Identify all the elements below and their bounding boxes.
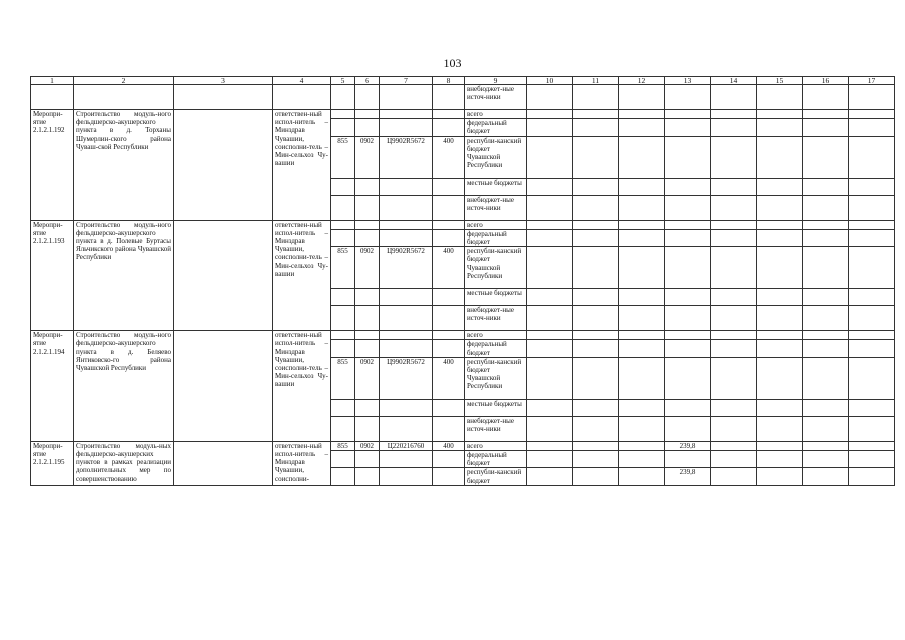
code-gr — [331, 451, 355, 468]
funding-source: всего — [465, 441, 527, 450]
amount-cell — [803, 340, 849, 357]
amount-cell — [803, 306, 849, 331]
amount-cell — [803, 229, 849, 246]
code-gr — [331, 119, 355, 136]
column-number: 2 — [74, 77, 174, 85]
amount-cell — [803, 399, 849, 416]
amount-cell — [573, 247, 619, 289]
amount-cell — [757, 229, 803, 246]
activity-title: Строительство модуль-ных фельдшерско-акушерских пунктов в рамках реализации дополнительных мер по совершенствованию — [74, 441, 174, 485]
amount-cell — [573, 178, 619, 195]
code-gr: 855 — [331, 441, 355, 450]
amount-cell — [573, 441, 619, 450]
amount-cell — [849, 110, 895, 119]
amount-cell — [803, 220, 849, 229]
amount-cell — [711, 331, 757, 340]
amount-cell — [573, 229, 619, 246]
code-csr — [380, 110, 433, 119]
amount-cell — [573, 340, 619, 357]
amount-cell — [849, 451, 895, 468]
column-number: 6 — [355, 77, 380, 85]
amount-cell — [665, 451, 711, 468]
amount-cell — [573, 119, 619, 136]
code-vr: 400 — [433, 136, 465, 178]
amount-cell — [527, 468, 573, 485]
activity-executor: ответствен-ный испол-нитель – Минздрав Чувашии, соисполни-тель – Мин-сельхоз Чу-вашии — [273, 220, 331, 331]
code-gr — [331, 468, 355, 485]
code-csr — [380, 195, 433, 220]
code-vr — [433, 178, 465, 195]
amount-cell — [711, 229, 757, 246]
code-csr: Ц9902R5672 — [380, 247, 433, 289]
code-csr — [380, 220, 433, 229]
code-csr — [380, 178, 433, 195]
funding-source: республи-канский бюджет Чувашской Республики — [465, 357, 527, 399]
amount-cell — [619, 451, 665, 468]
amount-cell — [711, 110, 757, 119]
code-rz — [355, 468, 380, 485]
amount-cell — [757, 451, 803, 468]
amount-cell — [619, 136, 665, 178]
amount-cell — [527, 357, 573, 399]
amount-cell — [803, 357, 849, 399]
funding-source: местные бюджеты — [465, 178, 527, 195]
funding-source: внебюджет-ные источ-ники — [465, 306, 527, 331]
amount-cell — [573, 451, 619, 468]
amount-cell — [619, 399, 665, 416]
amount-cell — [619, 340, 665, 357]
column-number: 16 — [803, 77, 849, 85]
column-number: 13 — [665, 77, 711, 85]
amount-cell — [757, 399, 803, 416]
column-number: 1 — [31, 77, 74, 85]
amount-cell — [803, 178, 849, 195]
amount-cell — [849, 178, 895, 195]
code-rz — [355, 399, 380, 416]
code-rz: 0902 — [355, 247, 380, 289]
code-vr: 400 — [433, 441, 465, 450]
amount-cell — [803, 441, 849, 450]
column-number: 14 — [711, 77, 757, 85]
amount-cell — [527, 195, 573, 220]
code-rz — [355, 416, 380, 441]
code-vr — [433, 289, 465, 306]
amount-cell — [803, 195, 849, 220]
code-vr: 400 — [433, 247, 465, 289]
code-csr: Ц9902R5672 — [380, 136, 433, 178]
amount-cell — [711, 468, 757, 485]
amount-cell — [527, 306, 573, 331]
amount-cell: 239,8 — [665, 441, 711, 450]
amount-cell — [665, 119, 711, 136]
amount-cell — [619, 357, 665, 399]
code-csr — [380, 289, 433, 306]
amount-cell — [849, 340, 895, 357]
amount-cell — [757, 110, 803, 119]
amount-cell — [573, 195, 619, 220]
empty-cell — [174, 110, 273, 221]
amount-cell — [803, 110, 849, 119]
amount-cell — [665, 195, 711, 220]
amount-cell — [527, 110, 573, 119]
amount-cell — [527, 331, 573, 340]
amount-cell — [803, 331, 849, 340]
code-rz — [355, 110, 380, 119]
amount-cell — [527, 340, 573, 357]
amount-cell — [757, 289, 803, 306]
amount-cell — [665, 110, 711, 119]
amount-cell — [665, 289, 711, 306]
column-number: 17 — [849, 77, 895, 85]
amount-cell — [573, 468, 619, 485]
empty-cell — [174, 441, 273, 485]
funding-source: внебюджет-ные источ-ники — [465, 85, 527, 110]
amount-cell — [757, 340, 803, 357]
amount-cell — [803, 247, 849, 289]
code-rz — [355, 229, 380, 246]
amount-cell — [573, 220, 619, 229]
amount-cell — [849, 441, 895, 450]
amount-cell — [757, 441, 803, 450]
amount-cell — [711, 416, 757, 441]
amount-cell — [849, 468, 895, 485]
activity-title: Строительство модуль-ного фельдшерско-акушерского пункта в д. Полевые Буртасы Яльчикского района Чувашской Республики — [74, 220, 174, 331]
code-gr — [331, 220, 355, 229]
code-rz: 0902 — [355, 136, 380, 178]
column-number: 7 — [380, 77, 433, 85]
amount-cell — [573, 110, 619, 119]
amount-cell — [527, 229, 573, 246]
amount-cell — [711, 340, 757, 357]
amount-cell — [711, 136, 757, 178]
code-csr — [380, 399, 433, 416]
column-number: 9 — [465, 77, 527, 85]
amount-cell — [573, 357, 619, 399]
amount-cell — [757, 220, 803, 229]
amount-cell — [711, 220, 757, 229]
code-csr — [380, 468, 433, 485]
amount-cell — [527, 399, 573, 416]
funding-source: республи-канский бюджет Чувашской Республики — [465, 247, 527, 289]
amount-cell — [849, 416, 895, 441]
amount-cell — [665, 247, 711, 289]
amount-cell — [757, 331, 803, 340]
amount-cell — [527, 119, 573, 136]
amount-cell — [849, 195, 895, 220]
amount-cell — [619, 247, 665, 289]
column-number-row — [31, 77, 895, 85]
code-csr — [380, 451, 433, 468]
code-vr — [433, 306, 465, 331]
empty-cell — [174, 220, 273, 331]
amount-cell — [803, 451, 849, 468]
amount-cell — [711, 178, 757, 195]
code-rz: 0902 — [355, 441, 380, 450]
funding-source: внебюджет-ные источ-ники — [465, 416, 527, 441]
funding-source: местные бюджеты — [465, 289, 527, 306]
code-csr — [380, 331, 433, 340]
table-row — [31, 331, 895, 340]
funding-source: внебюджет-ные источ-ники — [465, 195, 527, 220]
code-vr — [433, 416, 465, 441]
amount-cell — [619, 229, 665, 246]
column-number: 10 — [527, 77, 573, 85]
code-vr — [433, 468, 465, 485]
code-vr — [433, 220, 465, 229]
amount-cell — [711, 289, 757, 306]
amount-cell — [619, 416, 665, 441]
amount-cell — [849, 247, 895, 289]
code-vr — [433, 331, 465, 340]
amount-cell — [803, 119, 849, 136]
amount-cell — [803, 416, 849, 441]
activity-title: Строительство модуль-ного фельдшерско-акушерского пункта в д. Беляево Янтиковско-го района Чувашской Республики — [74, 331, 174, 442]
amount-cell — [757, 416, 803, 441]
funding-source: федеральный бюджет — [465, 340, 527, 357]
amount-cell — [665, 340, 711, 357]
activity-executor: ответствен-ный испол-нитель – Минздрав Чувашии, соисполни-тель – Мин-сельхоз Чу-вашии — [273, 331, 331, 442]
amount-cell — [711, 441, 757, 450]
table-row — [31, 220, 895, 229]
column-number: 5 — [331, 77, 355, 85]
amount-cell — [757, 136, 803, 178]
activity-code: Меропри-ятие 2.1.2.1.192 — [31, 110, 74, 221]
code-gr — [331, 229, 355, 246]
amount-cell — [711, 306, 757, 331]
amount-cell — [527, 247, 573, 289]
empty-cell — [174, 331, 273, 442]
column-number: 15 — [757, 77, 803, 85]
amount-cell — [757, 178, 803, 195]
amount-cell — [849, 229, 895, 246]
code-csr — [380, 229, 433, 246]
table-row — [31, 441, 895, 450]
amount-cell — [849, 136, 895, 178]
code-vr — [433, 340, 465, 357]
amount-cell — [573, 399, 619, 416]
code-vr — [433, 451, 465, 468]
amount-cell — [849, 119, 895, 136]
amount-cell — [803, 289, 849, 306]
amount-cell — [849, 289, 895, 306]
column-number: 3 — [174, 77, 273, 85]
column-number: 8 — [433, 77, 465, 85]
funding-source: всего — [465, 220, 527, 229]
amount-cell — [527, 220, 573, 229]
amount-cell — [665, 136, 711, 178]
code-gr — [331, 195, 355, 220]
code-csr: Ц9902R5672 — [380, 357, 433, 399]
amount-cell — [665, 416, 711, 441]
amount-cell — [527, 136, 573, 178]
code-rz — [355, 195, 380, 220]
amount-cell — [665, 220, 711, 229]
activity-code: Меропри-ятие 2.1.2.1.193 — [31, 220, 74, 331]
code-vr — [433, 399, 465, 416]
amount-cell — [527, 416, 573, 441]
code-csr — [380, 306, 433, 331]
amount-cell — [619, 178, 665, 195]
amount-cell — [527, 178, 573, 195]
amount-cell — [711, 195, 757, 220]
amount-cell — [665, 399, 711, 416]
amount-cell — [711, 119, 757, 136]
column-number: 11 — [573, 77, 619, 85]
amount-cell — [573, 331, 619, 340]
amount-cell — [619, 306, 665, 331]
amount-cell — [619, 468, 665, 485]
code-csr — [380, 340, 433, 357]
amount-cell — [665, 178, 711, 195]
code-gr — [331, 178, 355, 195]
code-gr — [331, 340, 355, 357]
code-rz — [355, 331, 380, 340]
code-vr: 400 — [433, 357, 465, 399]
amount-cell — [665, 306, 711, 331]
amount-cell — [573, 306, 619, 331]
activity-executor: ответствен-ный испол-нитель – Минздрав Чувашии, соисполни- — [273, 441, 331, 485]
column-number: 12 — [619, 77, 665, 85]
code-gr: 855 — [331, 357, 355, 399]
code-rz — [355, 340, 380, 357]
amount-cell — [711, 451, 757, 468]
amount-cell — [619, 441, 665, 450]
activity-executor: ответствен-ный испол-нитель – Минздрав Чувашии, соисполни-тель – Мин-сельхоз Чу-вашии — [273, 110, 331, 221]
table-row — [31, 110, 895, 119]
code-vr — [433, 119, 465, 136]
amount-cell — [711, 399, 757, 416]
amount-cell — [665, 357, 711, 399]
amount-cell — [527, 451, 573, 468]
amount-cell — [757, 357, 803, 399]
code-rz — [355, 306, 380, 331]
amount-cell — [849, 331, 895, 340]
code-csr: Ц220216760 — [380, 441, 433, 450]
amount-cell — [849, 220, 895, 229]
code-vr — [433, 229, 465, 246]
amount-cell — [619, 289, 665, 306]
code-vr — [433, 195, 465, 220]
code-vr — [433, 110, 465, 119]
page-number: 103 — [443, 56, 462, 70]
code-rz — [355, 119, 380, 136]
code-rz — [355, 178, 380, 195]
code-gr — [331, 110, 355, 119]
funding-source: федеральный бюджет — [465, 451, 527, 468]
funding-source: местные бюджеты — [465, 399, 527, 416]
code-rz: 0902 — [355, 357, 380, 399]
amount-cell — [711, 357, 757, 399]
amount-cell — [527, 289, 573, 306]
amount-cell — [619, 110, 665, 119]
amount-cell — [757, 468, 803, 485]
code-rz — [355, 289, 380, 306]
amount-cell — [757, 247, 803, 289]
code-gr: 855 — [331, 247, 355, 289]
amount-cell — [619, 195, 665, 220]
funding-source: всего — [465, 331, 527, 340]
amount-cell — [803, 136, 849, 178]
funding-source: республи-канский бюджет — [465, 468, 527, 485]
amount-cell — [619, 220, 665, 229]
funding-source: республи-канский бюджет Чувашской Республики — [465, 136, 527, 178]
amount-cell — [757, 306, 803, 331]
code-gr — [331, 306, 355, 331]
activity-title: Строительство модуль-ного фельдшерско-акушерского пункта в д. Торханы Шумерлин-ского района Чуваш-ской Республики — [74, 110, 174, 221]
amount-cell — [849, 357, 895, 399]
funding-source: федеральный бюджет — [465, 229, 527, 246]
continuation-row — [31, 85, 895, 110]
column-number: 4 — [273, 77, 331, 85]
amount-cell — [803, 468, 849, 485]
funding-source: всего — [465, 110, 527, 119]
amount-cell — [665, 331, 711, 340]
amount-cell — [573, 136, 619, 178]
activity-code: Меропри-ятие 2.1.2.1.194 — [31, 331, 74, 442]
code-csr — [380, 119, 433, 136]
amount-cell — [619, 119, 665, 136]
activity-code: Меропри-ятие 2.1.2.1.195 — [31, 441, 74, 485]
amount-cell — [665, 229, 711, 246]
amount-cell — [711, 247, 757, 289]
code-rz — [355, 220, 380, 229]
amount-cell — [573, 416, 619, 441]
code-gr — [331, 416, 355, 441]
amount-cell — [619, 331, 665, 340]
budget-table — [30, 76, 895, 486]
code-csr — [380, 416, 433, 441]
code-rz — [355, 451, 380, 468]
code-gr — [331, 331, 355, 340]
funding-source: федеральный бюджет — [465, 119, 527, 136]
code-gr: 855 — [331, 136, 355, 178]
amount-cell — [849, 399, 895, 416]
code-gr — [331, 399, 355, 416]
amount-cell — [527, 441, 573, 450]
amount-cell — [757, 195, 803, 220]
amount-cell: 239,8 — [665, 468, 711, 485]
amount-cell — [849, 306, 895, 331]
code-gr — [331, 289, 355, 306]
amount-cell — [573, 289, 619, 306]
amount-cell — [757, 119, 803, 136]
